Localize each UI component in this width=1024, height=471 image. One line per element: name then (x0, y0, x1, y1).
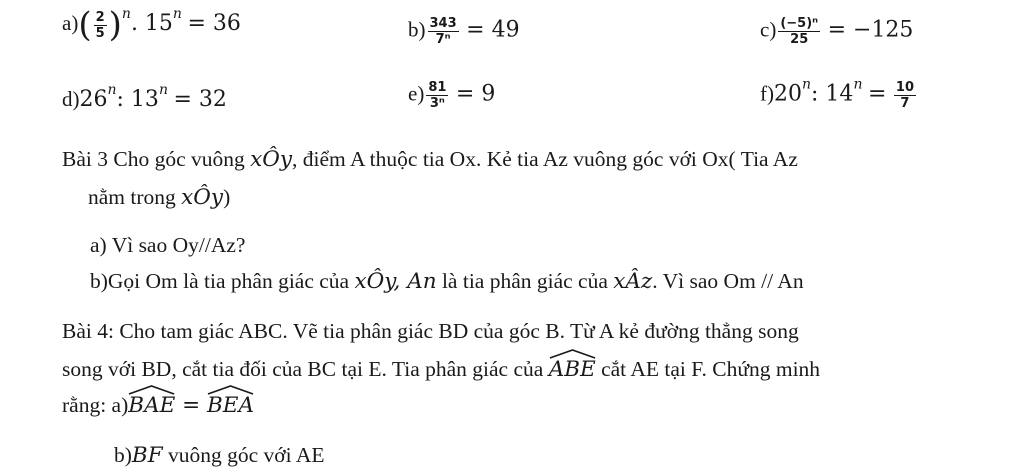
fraction-denominator: 7 (900, 96, 910, 111)
exercise-c (760, 16, 913, 47)
angle-symbol: BAE (128, 391, 175, 421)
angle-symbol: xÔy (354, 269, 394, 294)
exercise-f: f)20$^n$: 14$^n$ = $\frac{10}{7}$ (760, 76, 914, 111)
bai4-question-b: b)BF vuông góc với AE (114, 443, 325, 468)
expression: . 15 (130, 11, 173, 37)
exercise-a: a)( $\frac{2}{5}$ )$^n$. 15$^n$ = 36 (62, 5, 241, 45)
exercise-label: d) (62, 87, 80, 111)
rhs: = 9 (455, 81, 496, 107)
bai3-line1: Bài 3 Cho góc vuông xÔy, điểm A thuộc tia Ox. Kẻ tia Az vuông góc với Ox( Tia Az (62, 147, 798, 172)
rhs: = 36 (187, 11, 241, 37)
exercise-label: c) (760, 17, 777, 42)
bai3-line2: nằm trong xÔy) (88, 185, 231, 210)
exponent: n (172, 6, 182, 23)
exponent: n (802, 76, 812, 93)
exponent: n (121, 6, 131, 23)
exercise-e (408, 80, 495, 111)
fraction-denominator: 3ⁿ (429, 96, 445, 111)
fraction-numerator: 2 (95, 9, 105, 25)
fraction-denominator: 5 (95, 25, 105, 41)
fraction-numerator: 343 (429, 16, 457, 31)
exponent: n (853, 76, 863, 93)
angle-symbol: xÂz (613, 269, 653, 294)
exercise-d: d)26$^n$: 13$^n$ = 32 (62, 82, 227, 112)
bai4-line1: Bài 4: Cho tam giác ABC. Vẽ tia phân giác BD của góc B. Từ A kẻ đường thẳng song (62, 319, 799, 343)
angle-symbol: xÔy (250, 147, 293, 172)
fraction-denominator: 7ⁿ (435, 32, 451, 47)
fraction-numerator: (−5)ⁿ (780, 16, 819, 31)
rhs: = 49 (466, 17, 520, 43)
exponent: n (158, 82, 168, 98)
bai3-question-b: b)Gọi Om là tia phân giác của xÔy, An là tia phân giác của xÂz. Vì sao Om // An (90, 269, 804, 294)
angle-symbol: ABE (549, 355, 596, 385)
bai4-line3: rằng: a) BAE = BEA (62, 390, 254, 421)
rhs: = −125 (827, 17, 914, 43)
angle-symbol: BEA (207, 391, 254, 421)
exponent: n (107, 82, 117, 98)
bai4-line2: song với BD, cắt tia đối của BC tại E. Tia phân giác của ABE cắt AE tại F. Chứng minh (62, 354, 820, 385)
exercise-label: a) (62, 11, 79, 36)
fraction-denominator: 25 (790, 32, 809, 47)
fraction-numerator: 10 (895, 80, 914, 95)
fraction-numerator: 81 (428, 80, 447, 95)
exercise-label: b) (408, 17, 426, 42)
exercise-b (408, 16, 520, 47)
bai3-question-a: a) Vì sao Oy//Az? (90, 233, 246, 257)
exercise-label: e) (408, 81, 425, 106)
rhs: = 32 (173, 87, 227, 112)
exercise-label: f) (760, 81, 774, 106)
angle-symbol: xÔy (181, 185, 224, 210)
